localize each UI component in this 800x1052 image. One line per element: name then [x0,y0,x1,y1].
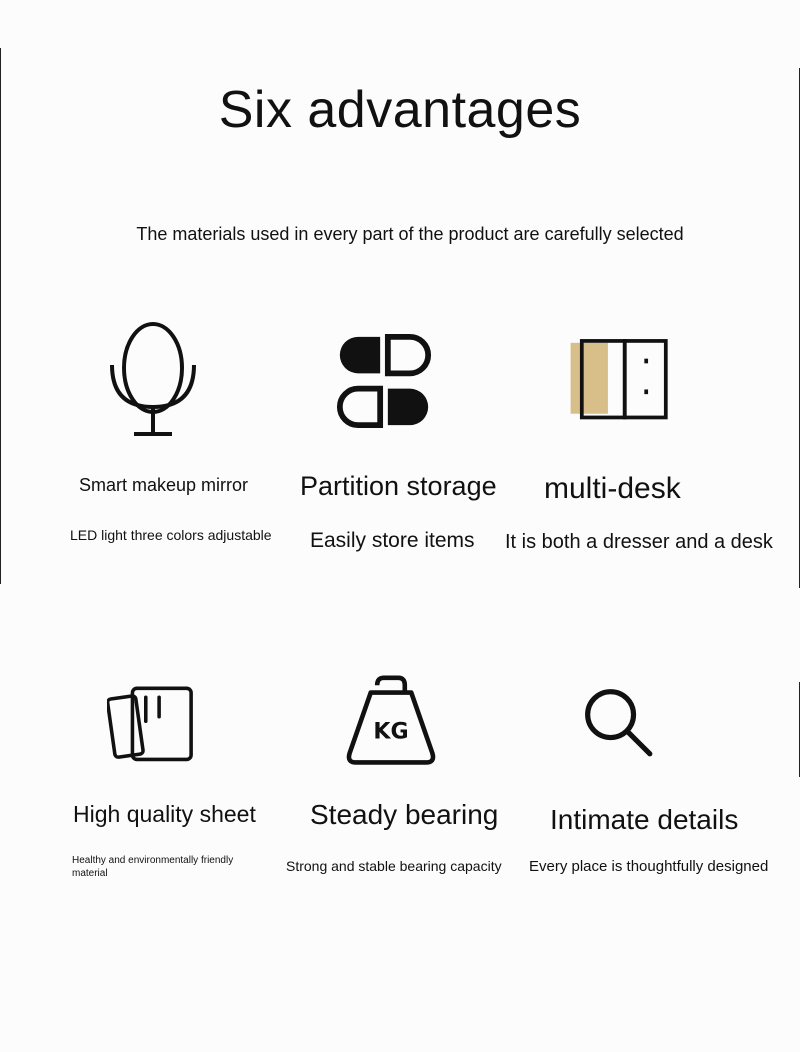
page-title: Six advantages [218,81,582,139]
feature-description: It is both a dresser and a desk [505,531,773,553]
feature-title: Partition storage [300,471,497,501]
feature-title: multi-desk [544,472,681,505]
feature-description: Every place is thoughtfully designed [529,858,769,875]
feature-description: LED light three colors adjustable [70,527,272,543]
feature-title: Intimate details [550,804,739,835]
feature-title: Steady bearing [310,799,499,830]
kg-label: KG [373,719,409,745]
feature-description: Strong and stable bearing capacity [286,858,502,874]
feature-description: Healthy and environmentally friendly material [72,855,234,879]
page-subtitle: The materials used in every part of the product are carefully selected [136,224,684,244]
feature-title: High quality sheet [73,801,256,827]
feature-title: Smart makeup mirror [79,475,249,495]
feature-description: Easily store items [310,529,475,552]
magnifier-icon [581,685,655,759]
